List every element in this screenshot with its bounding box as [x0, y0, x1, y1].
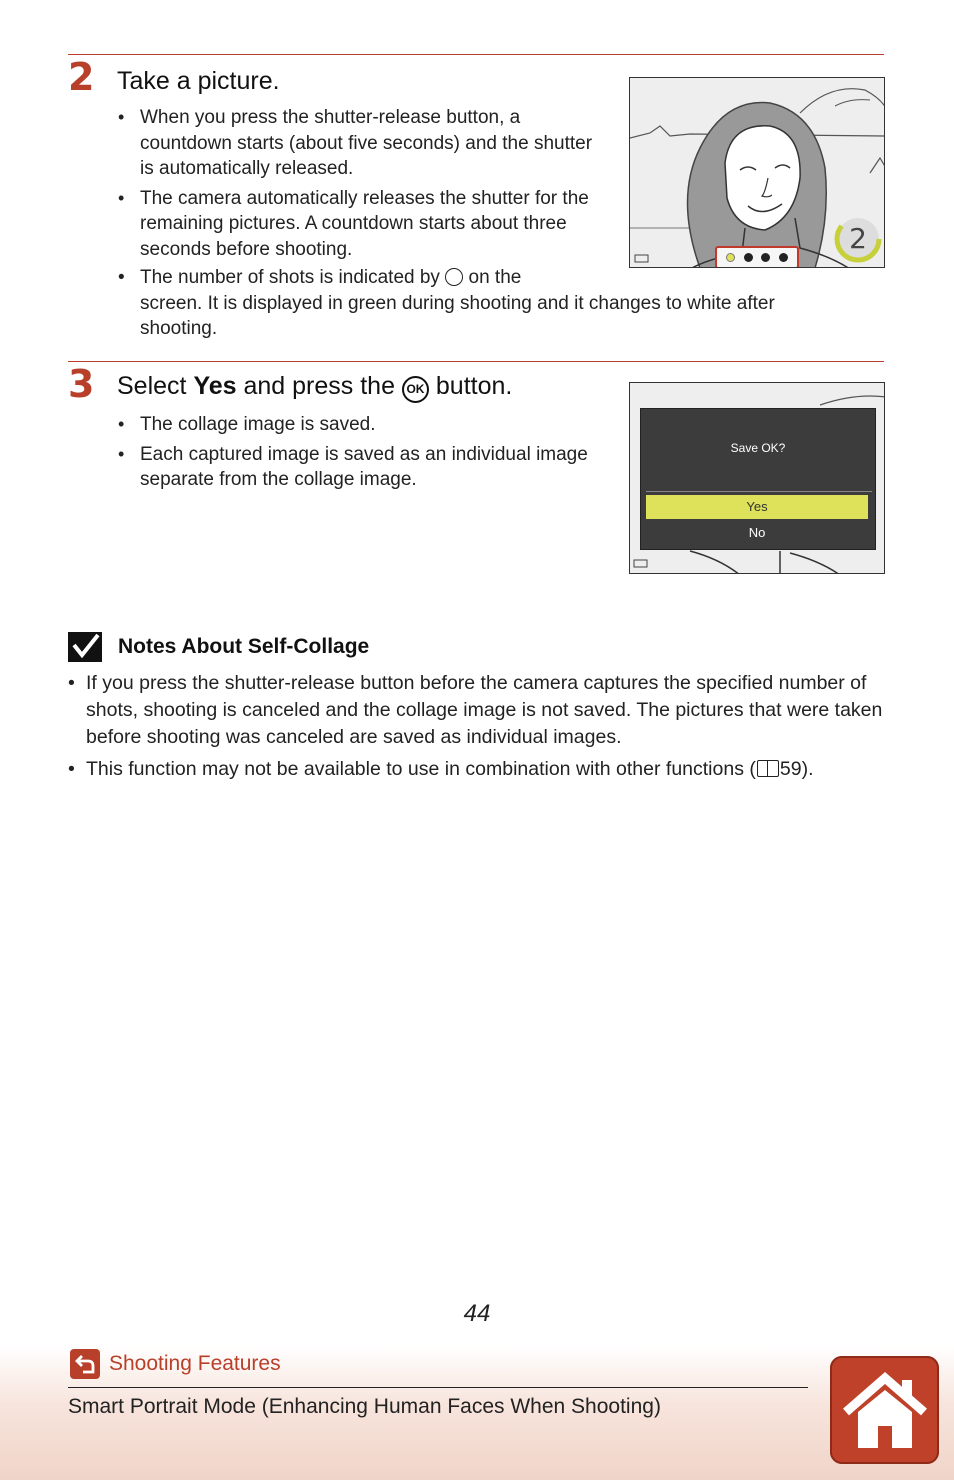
camera-screen-save-dialog [629, 382, 885, 574]
step-3-number: 3 [68, 362, 95, 406]
title-text: button. [428, 372, 513, 400]
dialog-divider [646, 491, 872, 492]
list-item [68, 756, 884, 783]
footer-section-link[interactable] [70, 1349, 281, 1379]
check-note-icon [68, 632, 102, 662]
page-number: 44 [463, 1300, 491, 1327]
bullet-text-before: The number of shots is indicated by [140, 267, 440, 288]
note-text: ). [801, 758, 814, 780]
footer-rule [68, 1387, 808, 1388]
section-rule-top [68, 54, 884, 55]
section-rule-middle [68, 361, 884, 362]
dialog-question: Save OK? [730, 441, 786, 455]
shot-dot-icon [744, 253, 753, 262]
dialog-option-yes[interactable]: Yes [646, 495, 868, 519]
save-dialog [640, 408, 876, 550]
list-item: • When you press the shutter-release button, a countdown starts (about five seconds) and the shutter is automatically released. [118, 105, 598, 182]
dialog-option-no[interactable]: No [748, 525, 766, 540]
shot-dot-icon [761, 253, 770, 262]
notes-heading [68, 632, 369, 662]
step-2-bullets [118, 105, 598, 266]
page-reference-link[interactable]: 59 [779, 758, 802, 780]
notes-title: Notes About Self-Collage [118, 635, 370, 658]
ok-button-icon: OK [402, 376, 429, 403]
shot-dot-icon [726, 253, 735, 262]
step-3-bullets [118, 412, 588, 497]
step-2-title: Take a picture. [117, 67, 280, 95]
step-2-bullet-3: • The number of shots is indicated by on the screen. It is displayed in green during shooting and it changes to white after shooting. [118, 267, 775, 339]
list-item: • Each captured image is saved as an individual image separate from the collage image. [118, 442, 588, 493]
footer-section-label: Shooting Features [109, 1352, 281, 1375]
step-3-title [117, 371, 512, 403]
bullet-text-after: on the [468, 267, 522, 288]
title-text: Select [117, 372, 194, 400]
notes-list [68, 670, 884, 788]
shot-circle-icon [445, 268, 463, 286]
shot-dot-icon [779, 253, 788, 262]
note-text: This function may not be available to use in combination with other functions ( [86, 758, 756, 780]
home-icon [840, 1370, 930, 1450]
step-2-number: 2 [68, 55, 95, 99]
title-text: and press the [236, 372, 402, 400]
book-reference-icon [757, 760, 779, 777]
home-button[interactable] [830, 1356, 939, 1464]
shot-indicator [715, 246, 799, 268]
list-item: • The camera automatically releases the shutter for the remaining pictures. A countdown starts about three seconds before shooting. [118, 186, 598, 263]
footer-subtitle: Smart Portrait Mode (Enhancing Human Faces When Shooting) [68, 1395, 661, 1418]
list-item: • The collage image is saved. [118, 412, 588, 438]
bullet-text-rest: screen. It is displayed in green during shooting and it changes to white after shooting. [140, 292, 775, 339]
title-yes: Yes [193, 372, 237, 400]
list-item: • If you press the shutter-release button before the camera captures the specified number of shots, shooting is canceled and the collage image is not saved. The pictures that were taken before shooting was canceled are saved as individual images. [68, 670, 884, 751]
back-arrow-icon [70, 1349, 100, 1379]
countdown-number: 2 [849, 222, 867, 255]
camera-screen-countdown [629, 77, 885, 268]
